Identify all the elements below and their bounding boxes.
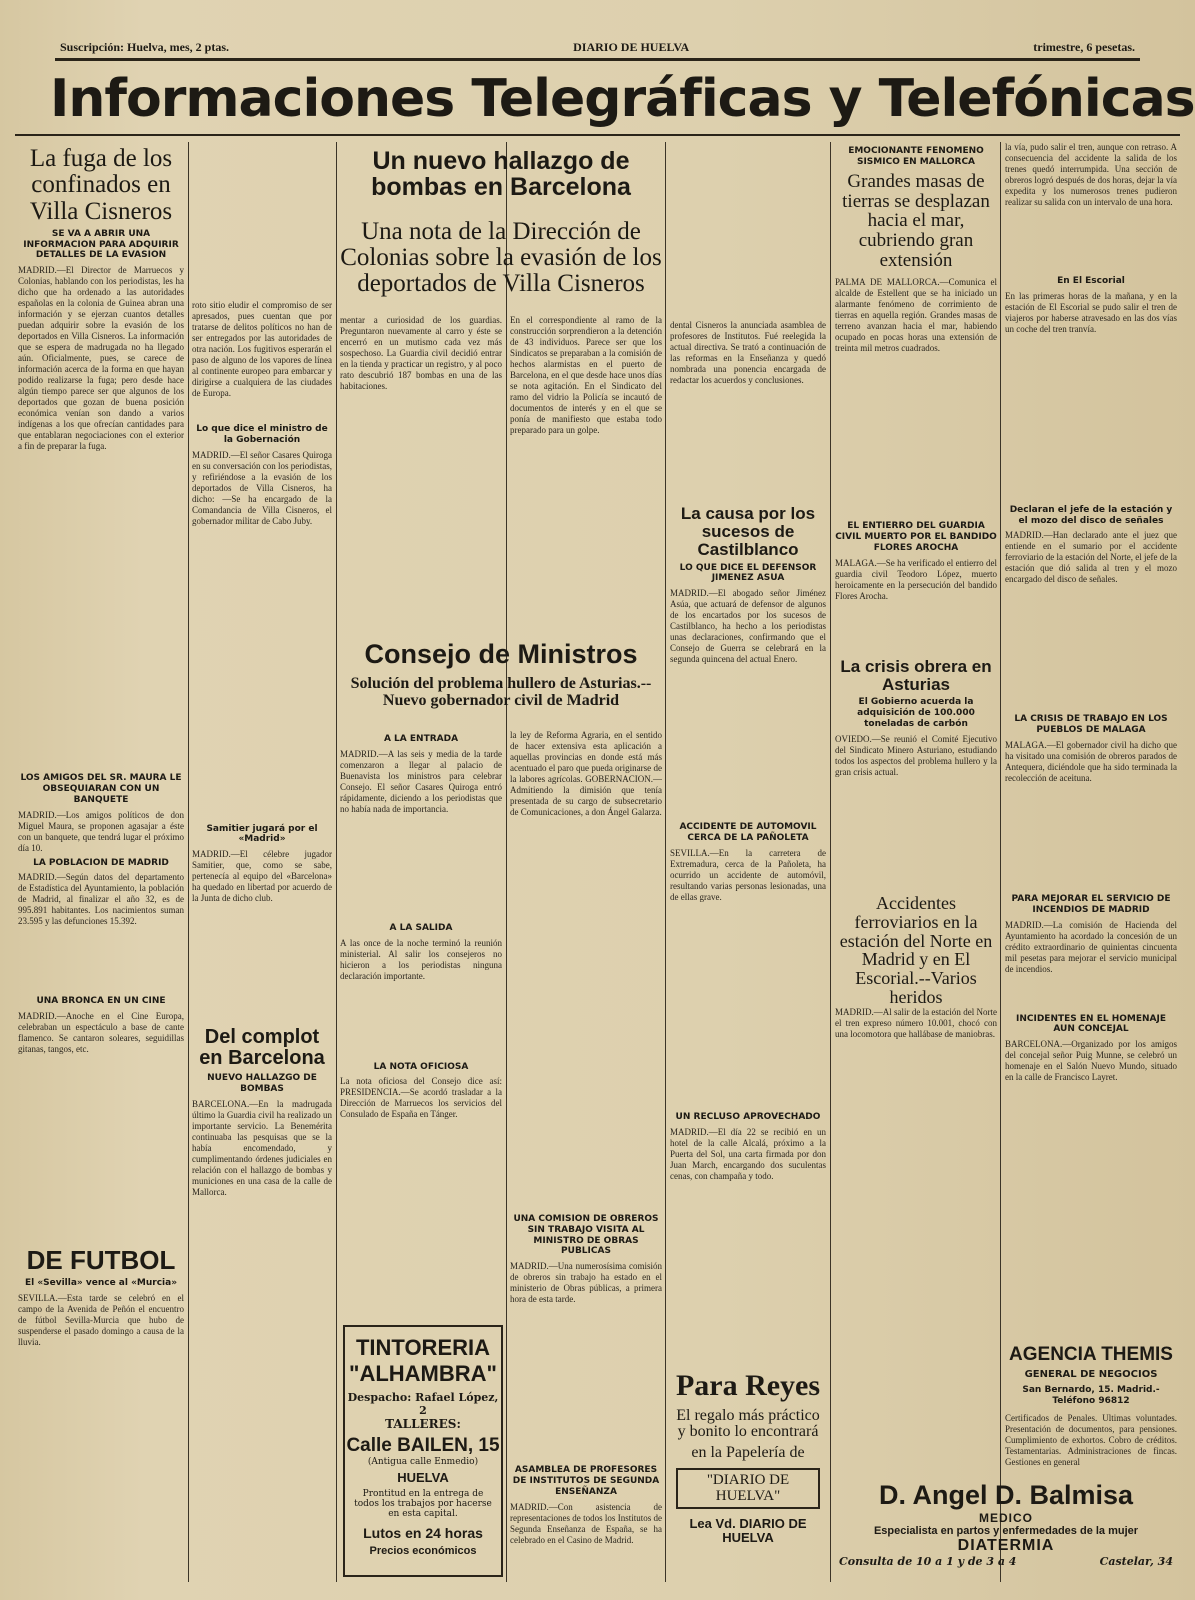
column-3b-consejo (510, 730, 662, 1585)
article-title-gobernacion: Lo que dice el ministro de la Gobernación (196, 424, 328, 445)
ad-para-reyes (668, 1370, 828, 1585)
article-body-crisis: OVIEDO.—Se reunió el Comité Ejecutivo del Sindicato Minero Asturiano, estudiando todos los aspectos del problema hullero y la gran crisis actual. (835, 733, 997, 777)
article-body-reforma: la ley de Reforma Agraria, en el sentido de hacer extensiva esta aplicación a aquellas provincias en donde está más acentuado el paro que pueda originarse de la labores agrícolas. GOBERNACION.—Admitiendo la dimisión que tenía presentada de su cargo de subsecretario de Comunicaciones, a don Ángel Galarza. (510, 730, 662, 817)
article-title-accidente: ACCIDENTE DE AUTOMOVIL CERCA DE LA PAÑOLETA (679, 822, 817, 843)
article-body-entrada: MADRID.—A las seis y media de la tarde comenzaron a llegar al palacio de Buenavista los ministros para celebrar Consejo. El señor Casares Quiroga entró rápidamente, diciendo a los periodistas que no había nada de importancia. (340, 748, 502, 814)
headline-futbol: DE FUTBOL (26, 1245, 176, 1276)
ad-doctor-addr: Castelar, 34 (1099, 1555, 1173, 1568)
article-body-malaga: MALAGA.—El gobernador civil ha dicho que ha visitado una comisión de obreros parados de Antequera, diciéndole que ha sido terminada la recolección de aceituna. (1005, 739, 1177, 783)
ad-reyes-line3: en la Papelería de (691, 1444, 805, 1462)
article-title-escorial: En El Escorial (1057, 276, 1125, 286)
subheadline-mallorca: EMOCIONANTE FENOMENO SISMICO EN MALLORCA (848, 146, 984, 167)
ad-themis-addr: San Bernardo, 15. Madrid.-Teléfono 96812 (1022, 1384, 1160, 1406)
ad-themis-sub: GENERAL DE NEGOCIOS (1024, 1368, 1158, 1380)
article-body-accidente: SEVILLA.—En la carretera de Extremadura, cerca de la Pañoleta, ha ocurrido un accidente de automóvil, resultando varias personas lesionadas, una de ellas grave. (670, 847, 826, 902)
article-title-recluso: UN RECLUSO APROVECHADO (675, 1111, 821, 1122)
headline-crisis-asturias: La crisis obrera en Asturias (840, 656, 992, 694)
ad-reyes-line1: El regalo más práctico (676, 1406, 820, 1424)
column-3-top (340, 315, 502, 645)
ad-reyes-line2: y bonito lo encontrará (677, 1423, 819, 1441)
article-body-jefe: MADRID.—Han declarado ante el juez que entiende en el sumario por el accidente ferroviario de la estación del Norte, el jefe de la estación que dió salida al tren y el mozo encargado del disco de señales. (1005, 530, 1177, 585)
ad-tintoreria-talleres: TALLERES: (385, 1417, 461, 1431)
ad-tintoreria-title: TINTORERIA (355, 1335, 491, 1360)
headline-bombas-barcelona: Un nuevo hallazgo de bombas en Barcelona (371, 147, 631, 202)
ad-agencia-themis (1005, 1345, 1177, 1480)
article-title-cine: UNA BRONCA EN UN CINE (36, 996, 166, 1007)
headline-complot: Del complot en Barcelona (199, 1026, 325, 1070)
headline-ferroviarios: Accidentes ferroviarios en la estación del Norte en Madrid y en El Escorial.--Varios heridos (839, 892, 993, 1008)
article-title-salida: A LA SALIDA (389, 922, 453, 933)
article-title-malaga: LA CRISIS DE TRABAJO EN LOS PUEBLOS DE MALAGA (1014, 714, 1168, 736)
ad-doctor-hours: Consulta de 10 a 1 y de 3 a 4 (839, 1555, 1017, 1568)
article-body: MADRID.—El Director de Marruecos y Colonias, hablando con los periodistas, les ha dicho que ha ordenado a las autoridades españolas en la colonia de Guinea abran una información y se ejerzan cuantos detalles puedan adquirir sobre la evasión de los deportados en Villa Cisneros. La información que se espera de madrugada no ha llegado aún. Oficialmente, pues, se carece de información acerca de la forma en que hayan podido realizarse la fuga; pero desde hace algún tiempo parece ser que algunos de los deportados que gozan de buena posición económica venían son dando a varios indígenas a los que ofrecían cantidades para que entablaran negociaciones con el exterior a fin de preparar la fuga. (18, 265, 184, 452)
column-3-consejo (340, 730, 502, 1290)
article-body-castilblanco: MADRID.—El abogado señor Jiménez Asúa, que actuará de defensor de algunos de los encartados por los sucesos de Castilblanco, ha hecho a los periodistas unas declaraciones, confirmando que el Consejo de Guerra se celebrará en la segunda quincena del actual Enero. (670, 588, 826, 665)
subheadline-jimenez-asua: LO QUE DICE EL DEFENSOR JIMENEZ ASUA (679, 562, 817, 584)
column-6 (1005, 142, 1177, 1342)
ad-reyes-box: "DIARIO DE HUELVA" (676, 1468, 820, 1510)
headline-villa-cisneros: La fuga de los confinados en Villa Cisneros (29, 145, 173, 225)
article-body-ferroviarios: MADRID.—Al salir de la estación del Norte el tren expreso número 10.001, chocó con una locomotora que hallábase de maniobras. (835, 1007, 997, 1040)
ad-reyes-title: Para Reyes (675, 1370, 821, 1402)
article-title-homenaje: INCIDENTES EN EL HOMENAJE AUN CONCEJAL (1016, 1013, 1166, 1035)
article-title-incendios: PARA MEJORAR EL SERVICIO DE INCENDIOS DE MADRID (1011, 893, 1171, 915)
article-body-via: la vía, pudo salir el tren, aunque con retraso. A consecuencia del accidente la salida de los trenes quedó interrumpida. Una sección de obreros logró después de dos horas, dejar la vía expedita y los numerosos trenes pudieron realizar su salida con un intervalo de una hora. (1005, 142, 1177, 207)
subheadline-evasion: SE VA A ABRIR UNA INFORMACION PARA ADQUIRIR DETALLES DE LA EVASION (23, 228, 179, 261)
article-title-maura: LOS AMIGOS DEL SR. MAURA LE OBSEQUIARAN CON UN BANQUETE (20, 773, 182, 805)
ad-doctor-role: MEDICO (979, 1511, 1033, 1525)
newspaper-name: DIARIO DE HUELVA (573, 40, 690, 54)
column-separator (336, 142, 337, 1582)
article-body-gobernacion: MADRID.—El señor Casares Quiroga en su conversación con los periodistas, y refiriéndose a la evasión de los deportados de Villa Cisneros, ha dicho: —Se ha encargado de la Comandancia de Villa Cisneros, el gobernador militar de Cabo Juby. (192, 449, 332, 526)
headline-consejo: Consejo de Ministros (364, 640, 638, 669)
ad-tintoreria-street-note: (Antigua calle Enmedio) (367, 1457, 479, 1467)
article-title-jefe: Declaran el jefe de la estación y el mozo del disco de señales (1009, 504, 1173, 526)
article-title-entrada: A LA ENTRADA (383, 734, 459, 744)
ad-reyes-footer: Lea Vd. DIARIO DE HUELVA (689, 1516, 807, 1546)
column-separator (188, 142, 189, 1582)
article-body-salida: A las once de la noche terminó la reunión ministerial. Al salir los consejeros no hicieron a los periodistas ninguna declaración importante. (340, 937, 502, 981)
column-separator (1000, 142, 1001, 1582)
column-separator (506, 142, 507, 1582)
column-separator (830, 142, 831, 1582)
column-3b-top (510, 315, 662, 645)
ad-themis-title: AGENCIA THEMIS (1009, 1345, 1173, 1365)
article-body-mallorca: PALMA DE MALLORCA.—Comunica el alcalde de Estellent que se ha iniciado un alarmante fenómeno de corrimiento de tierras en aquella región. Grandes masas de terreno avanzan hacia el mar, habiendo ocupado en pocas horas una extensión de treinta mil metros cuadrados. (835, 277, 997, 354)
subscription-info: Suscripción: Huelva, mes, 2 ptas. (60, 40, 230, 54)
article-body-asamblea: MADRID.—Con asistencia de representaciones de todos los Institutos de Segunda Enseñanza de España, se ha celebrado en el Casino de Madrid. (510, 1501, 662, 1545)
subheadline-sevilla: El «Sevilla» vence al «Murcia» (24, 1278, 178, 1289)
ad-tintoreria-city: HUELVA (397, 1470, 449, 1485)
headline-mallorca: Grandes masas de tierras se desplazan hacia el mar, cubriendo gran extensión (842, 170, 990, 272)
article-body-maura: MADRID.—Los amigos políticos de don Miguel Maura, se proponen agasajar a éste con un banquete, que tendrá lugar el próximo día 10. (18, 809, 184, 853)
article-title-poblacion: LA POBLACION DE MADRID (33, 857, 169, 868)
article-body-complot: BARCELONA.—En la madrugada último la Guardia civil ha realizado un importante servicio. La Benemérita continuaba las pesquisas que se la había encomendado, y cumplimentando órdenes judiciales en relación con el hallazgo de bombas y municiones en una casa de la calle de Mallorca. (192, 1098, 332, 1197)
ad-tintoreria-note: Prontitud en la entrega de todos los trabajos por hacerse en esta capital. (354, 1489, 492, 1519)
ad-doctor-name: D. Angel D. Balmisa (878, 1480, 1134, 1510)
ad-tintoreria (343, 1325, 503, 1577)
banner-rule (15, 134, 1180, 136)
article-body-comision: MADRID.—Una numerosísima comisión de obreros sin trabajo ha estado en el ministerio de Obras públicas, a primera hora de esta tarde. (510, 1261, 662, 1305)
consejo-headline-block (340, 640, 662, 720)
subheadline-hallazgo: NUEVO HALLAZGO DE BOMBAS (207, 1073, 317, 1094)
article-title-comision: UNA COMISION DE OBREROS SIN TRABAJO VISITA AL MINISTRO DE OBRAS PUBLICAS (513, 1214, 659, 1257)
article-body-recluso: MADRID.—El día 22 se recibió en un hotel de la calle Alcalá, próximo a la Puerta del Sol, una carta firmada por don Juan March, encargando dos suculentas cenas, con champaña y todo. (670, 1126, 826, 1181)
column-separator (665, 142, 666, 1582)
article-body-cine: MADRID.—Anoche en el Cine Europa, celebraban un espectáculo a base de cante flamenco. Se cantaron soleares, seguidillas gitanas, tangos, etc. (18, 1011, 184, 1055)
masthead-rule (55, 58, 1140, 61)
subscription-price: trimestre, 6 pesetas. (1033, 40, 1135, 54)
column-4-top (670, 142, 826, 502)
ad-doctor-spec: Especialista en partos y enfermedades de la mujer (873, 1525, 1139, 1537)
article-body-nota: La nota oficiosa del Consejo dice así: PRESIDENCIA.—Se acordó trasladar a la Dirección de Marruecos los servicios del Consulado de España en Tánger. (340, 1076, 502, 1120)
headline-nota-colonias: Una nota de la Dirección de Colonias sobre la evasión de los deportados de Villa Cisneros (340, 217, 662, 297)
article-title-samitier: Samitier jugará por el «Madrid» (206, 823, 318, 845)
column-4 (670, 505, 826, 1365)
ad-tintoreria-despacho: Despacho: Rafael López, 2 (347, 1391, 499, 1417)
article-body-poblacion: MADRID.—Según datos del departamento de Estadística del Ayuntamiento, la población de Madrid, al finalizar el año 32, es de 995.891 habitantes. Los nacimientos suman 23.595 y las defunciones 15.392. (18, 872, 184, 927)
subheadline-carbon: El Gobierno acuerda la adquisición de 100.000 toneladas de carbón (857, 697, 975, 729)
article-title-nota: LA NOTA OFICIOSA (373, 1061, 469, 1072)
ad-tintoreria-precios: Precios económicos (369, 1545, 477, 1557)
article-body-homenaje: BARCELONA.—Organizado por los amigos del concejal señor Puig Munne, se celebró un homenaje en el Salón Nuevo Mundo, situado en la calle de Francisco Layret. (1005, 1039, 1177, 1083)
ad-tintoreria-name: "ALHAMBRA" (349, 1361, 497, 1386)
article-body-asamblea-cont: dental Cisneros la anunciada asamblea de profesores de Institutos. Fué reelegida la actual directiva. Se trató a continuación de las reformas en la Enseñanza y quedó nombrada una ponencia encargada de redactar los acuerdos y conclusiones. (670, 320, 826, 385)
article-body-futbol: SEVILLA.—Esta tarde se celebró en el campo de la Avenida de Peñón el encuentro de fútbol Sevilla-Murcia que hubo de suspenderse el pasado domingo a causa de la lluvia. (18, 1293, 184, 1348)
article-title-guardia: EL ENTIERRO DEL GUARDIA CIVIL MUERTO POR EL BANDIDO FLORES AROCHA (835, 521, 997, 553)
headline-block-barcelona (340, 142, 662, 312)
article-body-samitier: MADRID.—El célebre jugador Samitier, que, como se sabe, pertenecía al equipo del «Barcelona» ha quedado en libertad por acuerdo de la Junta de dicho club. (192, 849, 332, 904)
ad-doctor-balmisa (835, 1480, 1177, 1590)
ad-doctor-diatermia: DIATERMIA (957, 1537, 1055, 1554)
article-body-guardia: MALAGA.—Se ha verificado el entierro del guardia civil Teodoro López, muerto heroicamente en la persecución del bandido Flores Arocha. (835, 557, 997, 601)
article-body-sindicatos: En el correspondiente al ramo de la construcción sorprendieron a la detención de 43 individuos. Parece ser que los Sindicatos se preparaban a la comisión de hechos alarmistas en el puerto de Barcelona, en el que desde hace unos días se nota agitación. En el Sindicato del ramo del vidrio la Policía se incautó de documentos de interés y en el que se ponía de manifiesto que estaba todo preparado para un golpe. (510, 315, 662, 435)
ad-tintoreria-street: Calle BAILEN, 15 (346, 1435, 500, 1456)
column-5 (835, 142, 997, 1452)
subheadline-consejo: Solución del problema hullero de Asturias.--Nuevo gobernador civil de Madrid (350, 675, 652, 710)
article-body-carro: mentar a curiosidad de los guardias. Preguntaron nuevamente al carro y éste se encerró en un mutismo cada vez más sospechoso. La Guardia civil decidió entrar en la tienda y practicar un registro, y al poco rato descubrió 187 bombas en una de las habitaciones. (340, 315, 502, 391)
headline-castilblanco: La causa por los sucesos de Castilblanco (680, 505, 816, 559)
article-body-escorial: En las primeras horas de la mañana, y en la estación de El Escorial se pudo salir el tren de viajeros por haberse atravesado en las dos vías un coche del tren tranvía. (1005, 290, 1177, 334)
article-body-fugitivos: roto sitio eludir el compromiso de ser apresados, pues cuentan que por tratarse de delitos políticos no han de ser entregados por las autoridades de otra nación. Los fugitivos esperarán el paso de alguno de los vapores de línea al continente europeo para embarcar y dirigirse a cualquiera de las ciudades de Europa. (192, 300, 332, 398)
column-2 (192, 300, 332, 1590)
masthead (60, 40, 1135, 55)
section-banner: Informaciones Telegráficas y Telefónicas (50, 69, 1195, 129)
article-body-incendios: MADRID.—La comisión de Hacienda del Ayuntamiento ha acordado la concesión de un crédito extraordinario de quinientas cincuenta mil pesetas para mejorar el servicio municipal de incendios. (1005, 919, 1177, 974)
column-1 (18, 142, 184, 1582)
ad-tintoreria-lutos: Lutos en 24 horas (363, 1525, 483, 1541)
ad-themis-body: Certificados de Penales. Ultimas voluntades. Presentación de documentos, para pensiones. Cumplimiento de exhortos. Cobro de créditos. Testamentarias. Administraciones de fincas. Gestiones en general (1005, 1412, 1177, 1467)
article-title-asamblea: ASAMBLEA DE PROFESORES DE INSTITUTOS DE SEGUNDA ENSEÑANZA (512, 1465, 660, 1497)
